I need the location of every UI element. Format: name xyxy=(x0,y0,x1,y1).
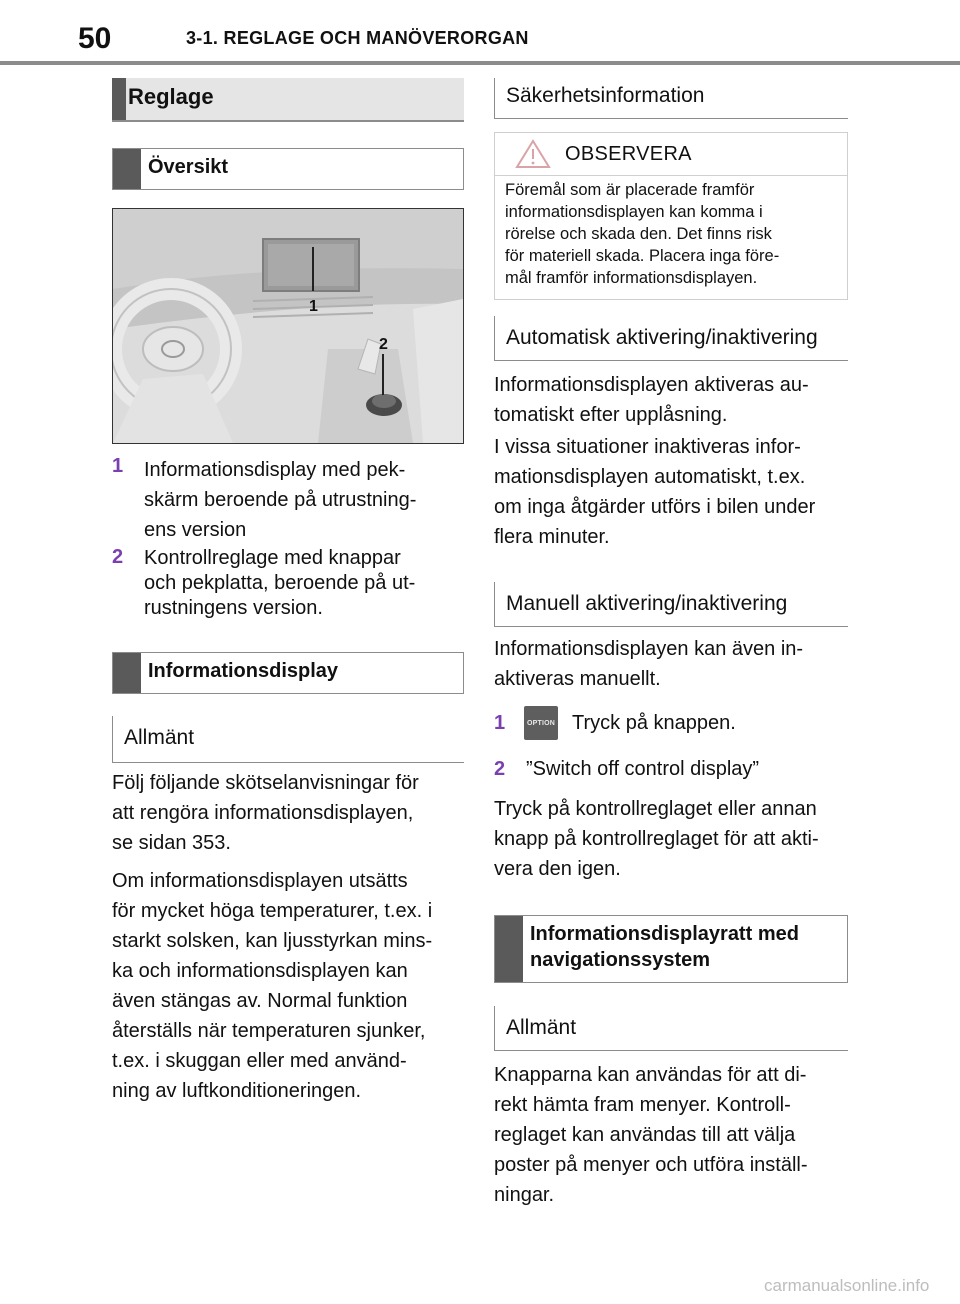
step-text: Tryck på knappen. xyxy=(572,712,736,734)
list-item-text xyxy=(144,546,464,621)
section-title: 3-1. REGLAGE OCH MANÖVERORGAN xyxy=(186,28,529,48)
paragraph-line: t.ex. i skuggan eller med använd- xyxy=(112,1050,407,1072)
dashboard-illustration xyxy=(112,208,464,444)
paragraph xyxy=(494,432,848,552)
figure-callout-1: 1 xyxy=(309,298,318,315)
subheading-automatisk-text: Automatisk aktivering/inaktivering xyxy=(506,326,818,349)
paragraph xyxy=(112,768,464,858)
option-button-icon: OPTION xyxy=(524,706,558,740)
list-item-text xyxy=(144,455,464,545)
dashboard-drawing xyxy=(113,209,463,443)
warning-text xyxy=(505,179,839,289)
paragraph-line: rekt hämta fram menyer. Kontroll- xyxy=(494,1094,791,1116)
list-item-line: ens version xyxy=(144,519,247,541)
warning-line: informationsdisplayen kan komma i xyxy=(505,203,763,221)
header-divider xyxy=(0,61,960,65)
watermark-text: carmanualsonline.info xyxy=(764,1276,930,1295)
paragraph-line: Tryck på kontrollreglaget eller annan xyxy=(494,798,817,820)
warning-line: mål framför informationsdisplayen. xyxy=(505,269,758,287)
list-item-line: Kontrollreglage med knappar xyxy=(144,547,401,569)
paragraph-line: starkt solsken, kan ljusstyrkan mins- xyxy=(112,930,433,952)
box-informationsdisplay xyxy=(112,652,464,694)
step-number: 1 xyxy=(494,712,506,734)
paragraph-line: om inga åtgärder utförs i bilen under xyxy=(494,496,816,518)
paragraph-line: se sidan 353. xyxy=(112,832,231,854)
list-item xyxy=(112,546,464,626)
paragraph-line: Knapparna kan användas för att di- xyxy=(494,1064,807,1086)
paragraph-line: Om informationsdisplayen utsätts xyxy=(112,870,408,892)
list-item xyxy=(112,455,464,545)
subheading-sakerhet-text: Säkerhetsinformation xyxy=(506,84,705,107)
box-line: Informationsdisplayratt med xyxy=(530,923,799,945)
warning-line: för materiell skada. Placera inga före- xyxy=(505,247,780,265)
list-item-number: 1 xyxy=(112,455,124,477)
paragraph-line: att rengöra informationsdisplayen, xyxy=(112,802,414,824)
paragraph xyxy=(494,1060,848,1210)
subheading-automatisk xyxy=(494,316,848,361)
paragraph-line: ning av luftkonditioneringen. xyxy=(112,1080,362,1102)
subheading-allmant-text: Allmänt xyxy=(506,1016,577,1039)
warning-header xyxy=(495,133,847,176)
box-navigationssystem xyxy=(494,915,848,983)
warning-box xyxy=(494,132,848,300)
warning-line: Föremål som är placerade framför xyxy=(505,181,755,199)
step-number: 2 xyxy=(494,758,506,780)
subheading-sakerhet xyxy=(494,78,848,119)
figure-callout-2: 2 xyxy=(379,336,388,353)
paragraph-line: Följ följande skötselanvisningar för xyxy=(112,772,419,794)
heading-accent xyxy=(112,78,126,120)
box-accent xyxy=(495,916,523,982)
paragraph-line: flera minuter. xyxy=(494,526,610,548)
list-item-line: skärm beroende på utrustning- xyxy=(144,489,417,511)
paragraph-line: knapp på kontrollreglaget för att akti- xyxy=(494,828,819,850)
box-navigationssystem-text xyxy=(530,921,799,973)
box-oversikt-text: Översikt xyxy=(148,156,229,178)
subheading-allmant xyxy=(494,1006,848,1051)
paragraph-line: Informationsdisplayen aktiveras au- xyxy=(494,374,809,396)
step-item xyxy=(494,758,848,786)
box-line: navigationssystem xyxy=(530,949,711,971)
box-oversikt xyxy=(112,148,464,190)
subheading-allmant-text: Allmänt xyxy=(124,726,195,749)
subheading-manuell xyxy=(494,582,848,627)
step-item xyxy=(494,706,848,742)
list-item-line: Informationsdisplay med pek- xyxy=(144,459,406,481)
paragraph-line: återställs när temperaturen sjunker, xyxy=(112,1020,426,1042)
paragraph xyxy=(494,794,848,884)
box-accent xyxy=(113,653,141,693)
paragraph-line: tomatiskt efter upplåsning. xyxy=(494,404,728,426)
paragraph-line: reglaget kan användas till att välja xyxy=(494,1124,796,1146)
heading-reglage xyxy=(112,78,464,122)
paragraph-line: även stängas av. Normal funktion xyxy=(112,990,408,1012)
paragraph xyxy=(494,634,848,694)
paragraph-line: I vissa situationer inaktiveras infor- xyxy=(494,436,801,458)
paragraph-line: ka och informationsdisplayen kan xyxy=(112,960,408,982)
page-number: 50 xyxy=(78,22,112,55)
list-item-number: 2 xyxy=(112,546,124,568)
paragraph-line: för mycket höga temperaturer, t.ex. i xyxy=(112,900,433,922)
paragraph-line: mationsdisplayen automatiskt, t.ex. xyxy=(494,466,806,488)
step-text: ”Switch off control display” xyxy=(526,758,760,780)
paragraph xyxy=(494,370,848,430)
box-informationsdisplay-text: Informationsdisplay xyxy=(148,660,339,682)
paragraph-line: ningar. xyxy=(494,1184,555,1206)
paragraph-line: Informationsdisplayen kan även in- xyxy=(494,638,804,660)
paragraph-line: poster på menyer och utföra inställ- xyxy=(494,1154,808,1176)
warning-title: OBSERVERA xyxy=(565,143,692,165)
list-item-line: rustningens version. xyxy=(144,597,323,619)
warning-line: rörelse och skada den. Det finns risk xyxy=(505,225,772,243)
paragraph-line: vera den igen. xyxy=(494,858,621,880)
warning-triangle-icon xyxy=(515,139,551,174)
paragraph-line: aktiveras manuellt. xyxy=(494,668,661,690)
subheading-manuell-text: Manuell aktivering/inaktivering xyxy=(506,592,788,615)
box-accent xyxy=(113,149,141,189)
subheading-allmant xyxy=(112,716,464,763)
heading-reglage-text: Reglage xyxy=(128,84,214,109)
paragraph xyxy=(112,866,464,1106)
list-item-line: och pekplatta, beroende på ut- xyxy=(144,572,416,594)
